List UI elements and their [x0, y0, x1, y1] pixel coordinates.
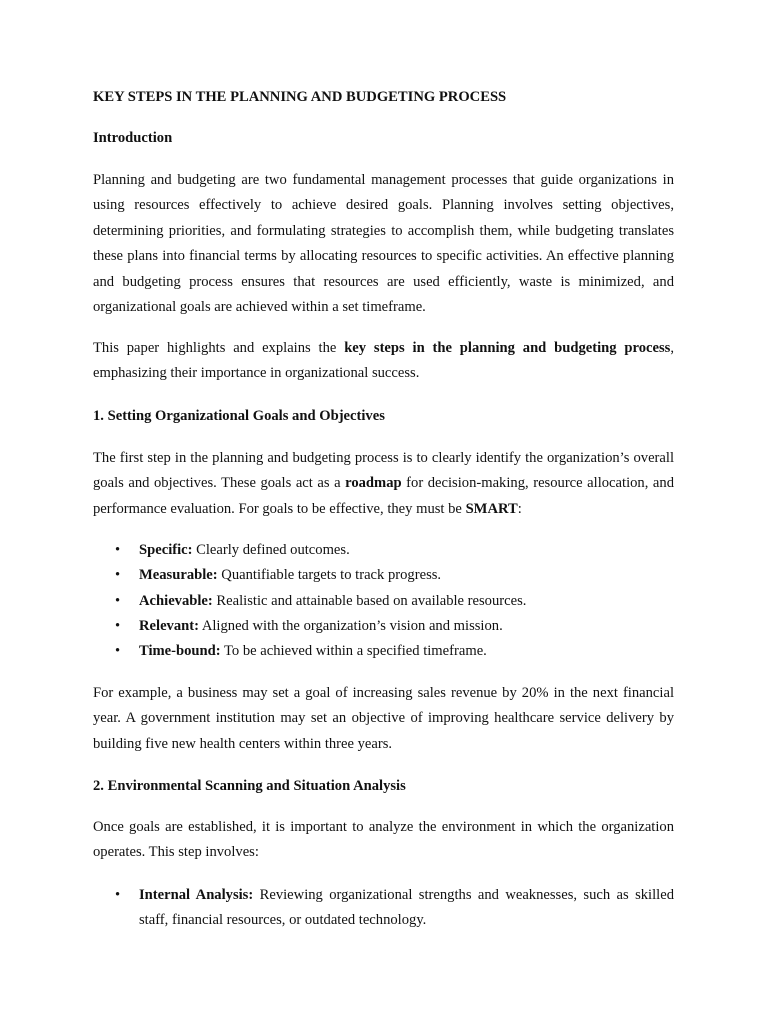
- list-item-term: Achievable:: [139, 592, 213, 609]
- list-item-text: Aligned with the organization’s vision and mission.: [198, 617, 503, 634]
- highlight-paragraph: [93, 336, 674, 387]
- list-item: [93, 589, 674, 614]
- example-paragraph: For example, a business may set a goal of increasing sales revenue by 20% in the next financial year. A government institution may set an objective of improving healthcare service delivery by building five new health centers within three years.: [93, 685, 674, 752]
- bullet-icon: •: [115, 617, 121, 634]
- list-item-text: Realistic and attainable based on available resources.: [212, 592, 527, 609]
- section1-text-1: The first step in the planning and budgeting process is to clearly identify the organization’s overall goals and objectives. These goals act as a: [93, 450, 674, 492]
- bullet-icon: •: [115, 887, 121, 903]
- list-item: [93, 883, 674, 934]
- section1-text-2: for decision-making, resource allocation, and performance evaluation. For goals to be effective, they must be: [93, 475, 674, 517]
- list-item-term: Internal Analysis:: [139, 887, 254, 903]
- bullet-icon: •: [115, 592, 121, 609]
- highlight-bold-phrase: key steps in the planning and budgeting process: [344, 340, 671, 356]
- list-item: [93, 614, 674, 639]
- highlight-text-end: , emphasizing their importance in organizational success.: [93, 340, 674, 382]
- intro-paragraph: Planning and budgeting are two fundamental management processes that guide organizations in using resources effectively to achieve desired goals. Planning involves setting objectives, determining priorities, and formulating strategies to accomplish them, while budgeting translates these plans into financial terms by allocating resources to specific activities. An effective planning and budgeting process ensures that resources are used efficiently, waste is minimized, and organizational goals are achieved within a set timeframe.: [93, 172, 674, 316]
- list-item-text: To be achieved within a specified timeframe.: [220, 643, 487, 660]
- section1-paragraph: [93, 446, 674, 522]
- list-item-text: Clearly defined outcomes.: [192, 542, 350, 558]
- list-item-text: Quantifiable targets to track progress.: [217, 567, 442, 584]
- roadmap-bold: roadmap: [345, 475, 402, 492]
- list-item-term: Time-bound:: [139, 643, 221, 660]
- list-item: [93, 563, 674, 588]
- smart-list: [93, 538, 674, 664]
- section2-heading: 2. Environmental Scanning and Situation Analysis: [93, 778, 406, 794]
- list-item-term: Specific:: [139, 542, 193, 558]
- document-title: KEY STEPS IN THE PLANNING AND BUDGETING PROCESS: [93, 89, 507, 105]
- list-item-term: Measurable:: [139, 567, 218, 584]
- highlight-text-start: This paper highlights and explains the: [93, 340, 345, 356]
- section1-heading: 1. Setting Organizational Goals and Objectives: [93, 408, 385, 424]
- list-item-text: Reviewing organizational strengths and weaknesses, such as skilled staff, financial resources, or outdated technology.: [139, 887, 674, 929]
- section2-paragraph: Once goals are established, it is important to analyze the environment in which the organization operates. This step involves:: [93, 819, 674, 861]
- section1-text-3: :: [517, 500, 522, 517]
- list-item-term: Relevant:: [139, 617, 199, 634]
- analysis-list: [93, 883, 674, 934]
- bullet-icon: •: [115, 567, 121, 584]
- list-item: [93, 538, 674, 563]
- list-item: [93, 639, 674, 664]
- bullet-icon: •: [115, 643, 121, 660]
- smart-bold: SMART: [465, 500, 518, 517]
- bullet-icon: •: [115, 542, 121, 558]
- intro-heading: Introduction: [93, 130, 173, 146]
